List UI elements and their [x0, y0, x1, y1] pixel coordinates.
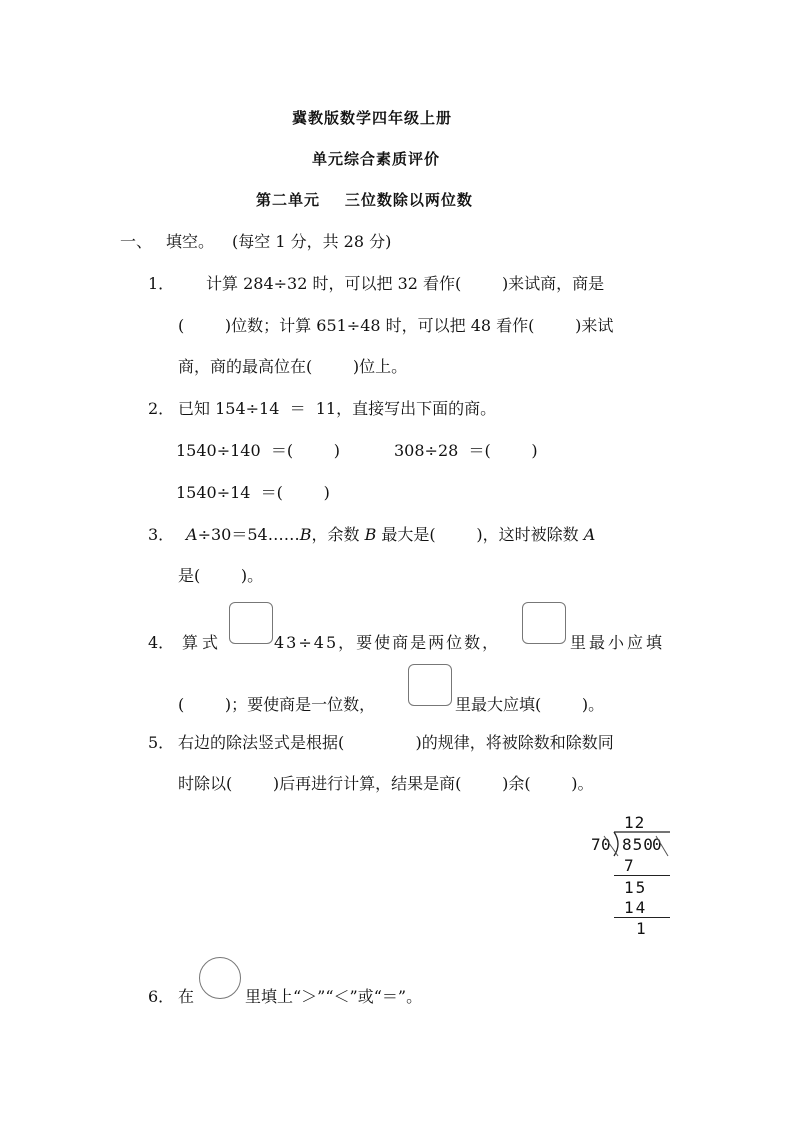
ld-step1: 7	[624, 856, 634, 875]
q5-line2: 时除以( )后再进行计算，结果是商( )余( )。	[178, 774, 594, 793]
q6-number: 6．	[148, 987, 175, 1006]
ld-divisor: 7	[591, 835, 601, 854]
q1-line3: 商，商的最高位在( )位上。	[178, 357, 408, 376]
ld-rule-2	[614, 917, 670, 918]
ld-step2: 15	[624, 878, 648, 897]
q2-expr1: 1540÷140 ＝( )	[176, 441, 341, 460]
q4-word1: 算式	[182, 633, 223, 652]
q2-expr2: 308÷28 ＝( )	[394, 441, 538, 460]
unit-title: 第二单元 三位数除以两位数	[256, 191, 473, 209]
q6-word: 在	[178, 987, 195, 1006]
q3-var-b: B	[299, 525, 312, 544]
ld-dividend-zero: 0	[652, 835, 662, 854]
q4-number: 4．	[148, 633, 175, 652]
assessment-title: 单元综合素质评价	[312, 150, 441, 168]
q4-line2a: ( )；要使商是一位数，	[178, 695, 376, 714]
q3-var-a: A	[186, 525, 198, 544]
q3-line1-part1: ÷30＝54……	[197, 525, 300, 544]
section-title: 填空。	[166, 232, 215, 251]
q4-blank-box-3[interactable]	[408, 664, 452, 706]
q3-var-a2: A	[583, 525, 596, 544]
section-number: 一、	[120, 232, 153, 251]
ld-remainder: 1	[636, 919, 646, 938]
q3-line2: 是( )。	[178, 566, 264, 585]
q6-blank-circle[interactable]	[199, 957, 241, 999]
ld-divisor-zero: 0	[601, 835, 611, 854]
q4-line2b: 里最大应填( )。	[455, 695, 605, 714]
q2-expr3: 1540÷14 ＝( )	[176, 483, 330, 502]
ld-step3: 14	[624, 898, 648, 917]
ld-quotient: 12	[624, 813, 646, 832]
q4-blank-box-1[interactable]	[229, 602, 273, 644]
section-score-note: (每空 1 分，共 28 分)	[232, 232, 392, 251]
q2-stem: 已知 154÷14 ＝ 11，直接写出下面的商。	[178, 399, 497, 418]
q5-line1: 右边的除法竖式是根据( )的规律，将被除数和除数同	[178, 733, 614, 752]
q1-line2: ( )位数；计算 651÷48 时，可以把 48 看作( )来试	[178, 316, 614, 335]
q1-line1: 计算 284÷32 时，可以把 32 看作( )来试商，商是	[206, 274, 605, 293]
q4-blank-box-2[interactable]	[522, 602, 566, 644]
q3-line1-part3: 最大是( )，这时被除数	[376, 525, 584, 544]
q6-text: 里填上“＞”“＜”或“＝”。	[245, 987, 423, 1006]
q3-var-b2: B	[364, 525, 377, 544]
q2-number: 2．	[148, 399, 175, 418]
book-title: 冀教版数学四年级上册	[292, 109, 453, 127]
ld-rule-1	[614, 875, 670, 876]
ld-bracket	[600, 826, 672, 860]
q5-number: 5．	[148, 733, 175, 752]
q4-part2: 里最小应填	[570, 633, 666, 652]
q3-number: 3．	[148, 525, 175, 544]
q1-number: 1．	[148, 274, 175, 293]
q4-expr: 43÷45，要使商是两位数，	[274, 633, 501, 652]
q3-line1	[186, 525, 595, 545]
q3-line1-part2: ，余数	[311, 525, 365, 544]
ld-dividend: 850	[622, 835, 654, 854]
